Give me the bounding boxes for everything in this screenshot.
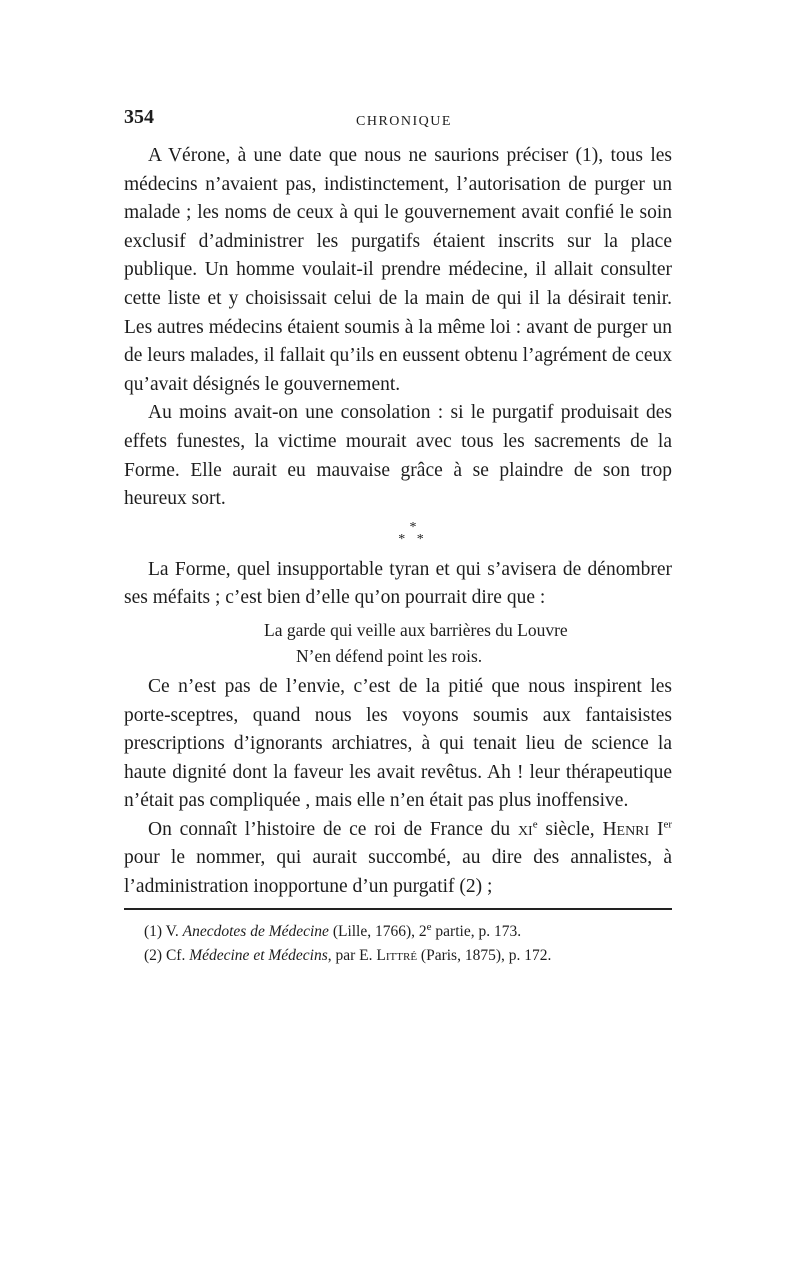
footnote-2-title: Médecine et Médecins [189,946,328,964]
henri-text-end: pour le nommer, qui aurait succombé, au dire des annalistes, à l’administration inopportune d’un purgatif (2) ; [124,847,672,898]
century-superscript: e [532,818,538,831]
footnote-2-author: Littré [376,946,418,964]
footnote-2 [124,944,672,968]
asterism-top: * [409,519,417,535]
footnote-1-superscript: e [426,920,432,933]
page-number: 354 [124,106,154,128]
paragraph-porte-sceptres: Ce n’est pas de l’envie, c’est de la pitié que nous inspirent les porte-sceptres, quand nous les voyons soumis aux fantaisistes prescriptions d’ignorants archiatres, à qui tenait lieu de science la haute dignité dont la faveur les avait revêtus. Ah ! leur thérapeutique n’était pas compliquée , mais elle n’en était pas plus inoffensive. [124,675,672,812]
paragraph-henri [124,816,672,902]
henri-text-start: On connaît l’histoire de ce roi de France du [148,818,518,840]
footnote-2-mark: (2) Cf. [144,946,190,964]
king-numeral-superscript: er [663,818,673,831]
book-page [124,100,672,968]
footnote-1-rest-a: (Lille, 1766), 2 [328,922,427,940]
footnote-rule [124,908,672,910]
king-numeral: I [649,818,664,840]
footnote-2-by: , par E. [327,946,377,964]
running-title: CHRONIQUE [356,114,452,129]
verse-line-1: La garde qui veille aux barrières du Louvre [264,619,568,640]
paragraph-verone: A Vérone, à une date que nous ne saurions préciser (1), tous les médecins n’avaient pas, indistinctement, l’autorisation de purger un malade ; les noms de ceux à qui le gouvernement avait confié le soin exclusif d’administrer les purgatifs étaient inscrits sur la place publique. Un homme voulait-il prendre médecine, il allait consulter cette liste et y choisissait celui de la main de qui il la désirait tenir. Les autres médecins étaient soumis à la même loi : avant de purger un de leurs malades, il fallait qu’ils en eussent obtenu l’agrément de ceux qu’avait désignés le gouvernement. [124,145,672,395]
footnote-1-title: Anecdotes de Médecine [182,922,329,940]
century-numeral: xi [517,818,533,840]
running-head [124,100,672,142]
footnote-1-mark: (1) V. [144,922,183,940]
verse-quotation [124,617,672,669]
verse-line-2: N’en défend point les rois. [296,645,483,666]
footnote-2-rest: (Paris, 1875), p. 172. [417,946,552,964]
footnote-1-rest-b: partie, p. 173. [431,922,522,940]
paragraph-consolation: Au moins avait-on une consolation : si le purgatif produisait des effets funestes, la victime mourait avec tous les sacrements de la Forme. Elle aurait eu mauvaise grâce à se plaindre de son trop heureux sort. [124,402,672,510]
paragraph-la-forme: La Forme, quel insupportable tyran et qui s’avisera de dénombrer ses méfaits ; c’est bien d’elle qu’on pourrait dire que : [124,558,672,609]
footnote-1 [124,920,672,944]
henri-text-mid: siècle, [537,818,603,840]
asterism-bottom: * * [398,531,428,547]
king-name: Henri [602,818,650,840]
asterism-divider [124,519,672,547]
